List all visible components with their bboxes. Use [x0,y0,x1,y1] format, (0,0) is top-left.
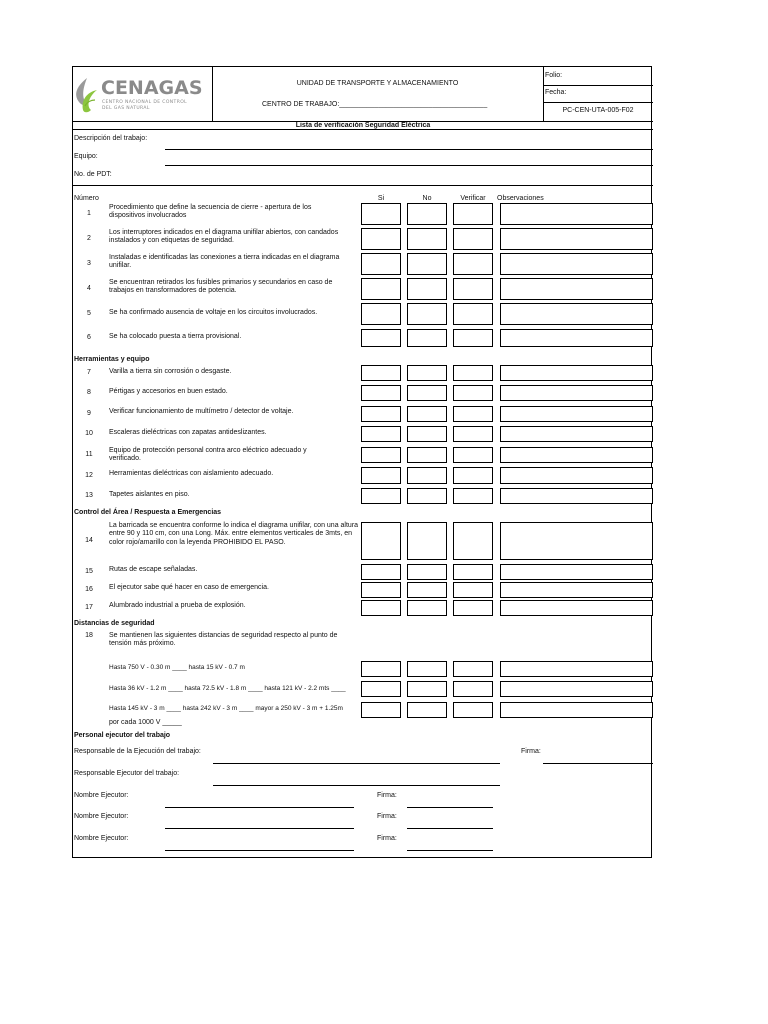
observaciones-field[interactable] [500,426,653,442]
observaciones-field[interactable] [500,582,653,598]
checkbox-no[interactable] [407,661,447,677]
item-number: 17 [85,604,93,611]
firma-line-main[interactable] [543,763,653,764]
item-text: Rutas de escape señaladas. [109,566,198,573]
item-text: Se ha confirmado ausencia de voltaje en los circuitos involucrados. [109,309,318,316]
brand-subtitle-2: DEL GAS NATURAL [102,106,150,111]
checkbox-si[interactable] [361,582,401,598]
observaciones-field[interactable] [500,564,653,580]
checkbox-si[interactable] [361,426,401,442]
checkbox-no[interactable] [407,426,447,442]
observaciones-field[interactable] [500,385,653,401]
checkbox-no[interactable] [407,406,447,422]
resp-executor-label: Responsable Ejecutor del trabajo: [74,770,180,777]
item-text: El ejecutor sabe qué hacer en caso de emergencia. [109,584,269,591]
item-text: Verificar funcionamiento de multímetro / detector de voltaje. [109,408,294,415]
item-number: 16 [85,586,93,593]
folio-field[interactable]: Folio: [545,72,563,79]
equipment-label: Equipo: [74,153,98,160]
checkbox-verificar[interactable] [453,426,493,442]
checkbox-no[interactable] [407,600,447,616]
checkbox-no[interactable] [407,522,447,560]
checkbox-si[interactable] [361,447,401,463]
executor-2-firma-line[interactable] [407,828,493,829]
resp-exec-line[interactable] [213,763,500,764]
executor-3-label: Nombre Ejecutor: [74,835,129,842]
distance-row-1: Hasta 750 V - 0.30 m ____ hasta 15 kV - 0.7 m [109,664,245,671]
flame-leaf-icon [73,76,99,114]
observaciones-field[interactable] [500,467,653,484]
checkbox-no[interactable] [407,385,447,401]
checkbox-verificar[interactable] [453,253,493,275]
logo [73,67,212,121]
brand-name: CENAGAS [101,77,203,99]
executor-1-firma-line[interactable] [407,807,493,808]
checkbox-verificar[interactable] [453,329,493,347]
executor-2-line[interactable] [165,828,354,829]
item-number: 4 [87,285,91,292]
checkbox-verificar[interactable] [453,600,493,616]
observaciones-field[interactable] [500,203,653,225]
item-text: Varilla a tierra sin corrosión o desgaste. [109,368,232,375]
checkbox-verificar[interactable] [453,564,493,580]
checkbox-verificar[interactable] [453,385,493,401]
description-line[interactable] [165,149,653,150]
checkbox-verificar[interactable] [453,406,493,422]
checkbox-no[interactable] [407,702,447,718]
observaciones-field[interactable] [500,278,653,300]
checkbox-verificar[interactable] [453,203,493,225]
item-number: 8 [87,389,91,396]
item-text: Herramientas dieléctricas con aislamiento adecuado. [109,470,274,477]
checkbox-si[interactable] [361,278,401,300]
item-text: Escaleras dieléctricas con zapatas antideslizantes. [109,429,267,436]
checkbox-no[interactable] [407,681,447,697]
checkbox-verificar[interactable] [453,661,493,677]
executor-1-line[interactable] [165,807,354,808]
firma-label-main: Firma: [521,748,541,755]
observaciones-field[interactable] [500,681,653,697]
item-number: 3 [87,260,91,267]
checkbox-si[interactable] [361,522,401,560]
item-text: Procedimiento que define la secuencia de cierre - apertura de los dispositivos involucrados [109,204,312,220]
form-title: Lista de verificación Seguridad Eléctrica [295,122,431,129]
unit-name: UNIDAD DE TRANSPORTE Y ALMACENAMIENTO [296,80,459,87]
observaciones-field[interactable] [500,329,653,347]
executor-1-label: Nombre Ejecutor: [74,792,129,799]
work-center-field[interactable]: CENTRO DE TRABAJO:______________________________________ [262,101,488,108]
checkbox-no[interactable] [407,564,447,580]
item-number: 1 [87,210,91,217]
checkbox-verificar[interactable] [453,447,493,463]
col-numero: Número [74,195,99,202]
observaciones-field[interactable] [500,406,653,422]
checkbox-no[interactable] [407,228,447,250]
description-label: Descripción del trabajo: [74,135,148,142]
checkbox-verificar[interactable] [453,522,493,560]
item-number: 5 [87,310,91,317]
checkbox-si[interactable] [361,564,401,580]
checkbox-verificar[interactable] [453,365,493,381]
checkbox-no[interactable] [407,488,447,504]
checkbox-verificar[interactable] [453,228,493,250]
form-code: PC-CEN-UTA-005-F02 [562,107,634,114]
equipment-line[interactable] [165,165,653,166]
checkbox-si[interactable] [361,681,401,697]
checkbox-verificar[interactable] [453,681,493,697]
checkbox-si[interactable] [361,406,401,422]
item-text: Se mantienen las siguientes distancias de seguridad respecto al punto de tensión más próximo. [109,632,338,648]
checkbox-no[interactable] [407,303,447,325]
col-si: Si [377,195,385,202]
item-text: Instaladas e identificadas las conexiones a tierra indicadas en el diagrama unifilar. [109,254,340,270]
resp-executor-line[interactable] [213,785,500,786]
item-number: 6 [87,334,91,341]
col-no: No [422,195,432,202]
executor-1-firma-label: Firma: [377,792,397,799]
checkbox-si[interactable] [361,303,401,325]
checklist-form [72,66,652,858]
executor-3-firma-label: Firma: [377,835,397,842]
checkbox-si[interactable] [361,228,401,250]
item-text: La barricada se encuentra conforme lo indica el diagrama unifilar, con una altura entre 90 y 110 cm, con una Long. Máx. entre elementos verticales de 3mts, en color rojo/amarillo con la leyenda PROHIBIDO EL PASO. [109,522,359,546]
observaciones-field[interactable] [500,702,653,718]
observaciones-field[interactable] [500,447,653,463]
item-number: 18 [85,632,93,639]
item-number: 14 [85,537,93,544]
checkbox-no[interactable] [407,329,447,347]
checkbox-no[interactable] [407,253,447,275]
checkbox-si[interactable] [361,253,401,275]
distance-row-3: Hasta 145 kV - 3 m ____ hasta 242 kV - 3 m ____ mayor a 250 kV - 3 m + 1.25m [109,705,343,712]
checkbox-si[interactable] [361,661,401,677]
checkbox-no[interactable] [407,203,447,225]
section-distances: Distancias de seguridad [74,620,155,627]
brand-subtitle-1: CENTRO NACIONAL DE CONTROL [102,100,188,105]
checkbox-verificar[interactable] [453,467,493,484]
observaciones-field[interactable] [500,228,653,250]
item-number: 2 [87,235,91,242]
checkbox-verificar[interactable] [453,488,493,504]
item-number: 10 [85,430,93,437]
date-field[interactable]: Fecha: [545,89,567,96]
pdt-label: No. de PDT: [74,171,112,178]
section-area: Control del Área / Respuesta a Emergencias [74,509,222,516]
observaciones-field[interactable] [500,661,653,677]
checkbox-verificar[interactable] [453,702,493,718]
checkbox-no[interactable] [407,447,447,463]
item-number: 12 [85,471,93,479]
col-verificar: Verificar [460,195,486,202]
checkbox-no[interactable] [407,365,447,381]
checkbox-si[interactable] [361,385,401,401]
executor-2-firma-label: Firma: [377,813,397,820]
checkbox-si[interactable] [361,702,401,718]
checkbox-si[interactable] [361,203,401,225]
checkbox-no[interactable] [407,467,447,484]
resp-exec-label: Responsable de la Ejecución del trabajo: [74,748,201,755]
executor-2-label: Nombre Ejecutor: [74,813,129,820]
item-number: 15 [85,568,93,575]
item-text: Se ha colocado puesta a tierra provisional. [109,333,242,340]
item-number: 11 [85,451,93,458]
observaciones-field[interactable] [500,253,653,275]
observaciones-field[interactable] [500,365,653,381]
col-observaciones: Observaciones [497,195,544,202]
checkbox-si[interactable] [361,329,401,347]
item-number: 9 [87,410,91,417]
checkbox-verificar[interactable] [453,582,493,598]
item-number: 13 [85,492,93,499]
checkbox-verificar[interactable] [453,303,493,325]
checkbox-si[interactable] [361,488,401,504]
checkbox-no[interactable] [407,582,447,598]
distance-row-2: Hasta 36 kV - 1.2 m ____ hasta 72.5 kV - 1.8 m ____ hasta 121 kV - 2.2 mts ____ [109,685,346,692]
item-text: Los interruptores indicados en el diagrama unifilar abiertos, con candados instalados y con etiquetas de seguridad. [109,229,339,245]
item-text: Equipo de protección personal contra arco eléctrico adecuado y verificado. [109,447,307,463]
item-text: Alumbrado industrial a prueba de explosión. [109,602,246,609]
checkbox-no[interactable] [407,278,447,300]
checkbox-si[interactable] [361,365,401,381]
item-number: 7 [87,369,91,376]
observaciones-field[interactable] [500,522,653,560]
observaciones-field[interactable] [500,600,653,616]
item-text: Se encuentran retirados los fusibles primarios y secundarios en caso de trabajos en transformadores de potencia. [109,279,333,295]
checkbox-si[interactable] [361,600,401,616]
checkbox-verificar[interactable] [453,278,493,300]
checkbox-si[interactable] [361,467,401,484]
item-text: Pértigas y accesorios en buen estado. [109,388,228,395]
section-personnel: Personal ejecutor del trabajo [74,732,171,739]
observaciones-field[interactable] [500,303,653,325]
per-1000-volt: por cada 1000 V _____ [109,719,182,726]
executor-3-line[interactable] [165,850,354,851]
executor-3-firma-line[interactable] [407,850,493,851]
item-text: Tapetes aislantes en piso. [109,491,190,498]
section-tools: Herramientas y equipo [74,356,150,363]
observaciones-field[interactable] [500,488,653,504]
